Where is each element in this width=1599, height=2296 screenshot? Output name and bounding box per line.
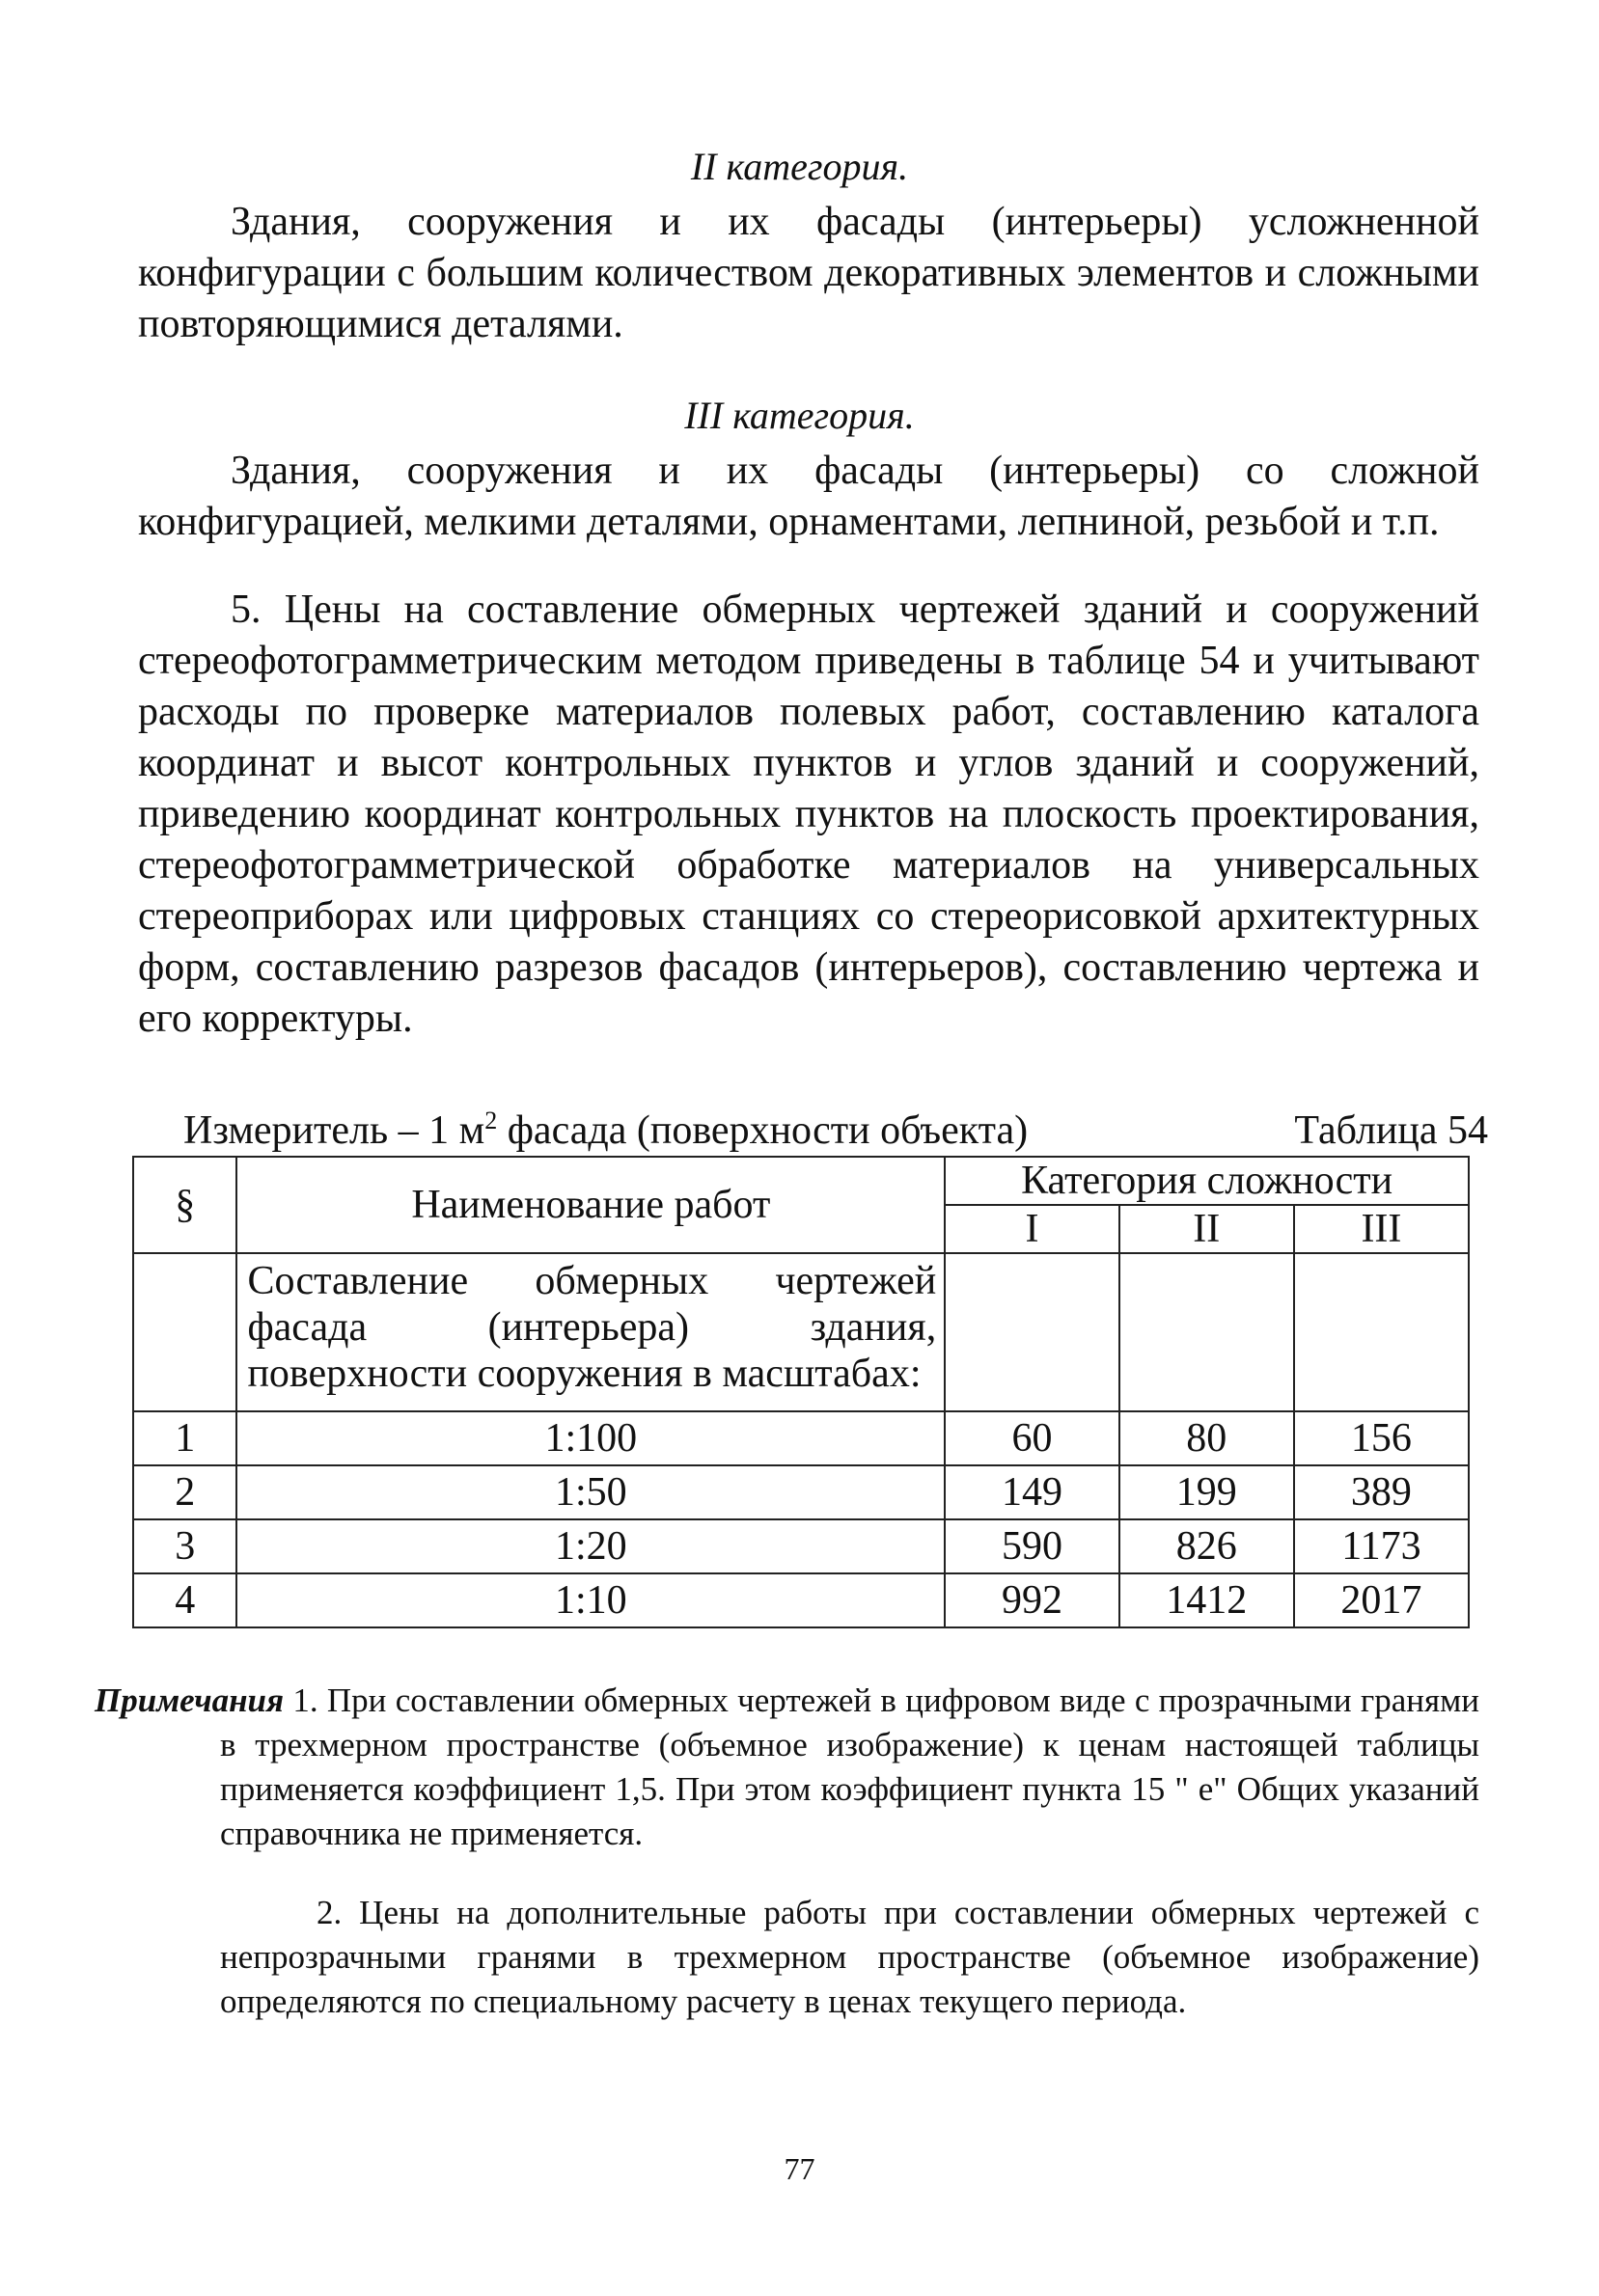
category-3-heading: III категория. <box>684 394 915 437</box>
table-header-row <box>133 1157 1469 1205</box>
notes-label: Примечания <box>95 1681 285 1719</box>
row-value-cat3: 389 <box>1294 1465 1469 1519</box>
row-scale: 1:100 <box>236 1411 945 1465</box>
row-value-cat2: 199 <box>1119 1465 1294 1519</box>
note-2: 2. Цены на дополнительные работы при составлении обмерных чертежей с непрозрачными гранями в трехмерном пространстве (объемное изображение) определяются по специальному расчету в ценах текущего периода. <box>220 1894 1479 2020</box>
header-name: Наименование работ <box>236 1157 945 1253</box>
row-scale: 1:20 <box>236 1519 945 1573</box>
row-num: 2 <box>133 1465 236 1519</box>
row-value-cat2: 80 <box>1119 1411 1294 1465</box>
table-unit: Измеритель – 1 $м^2$ фасада (поверхности объекта) <box>183 1107 1029 1153</box>
category-2-heading: II категория. <box>690 145 909 188</box>
table-number: Таблица 54 <box>1294 1108 1488 1153</box>
description-cell <box>945 1253 1119 1411</box>
row-num: 3 <box>133 1519 236 1573</box>
row-value-cat2: 826 <box>1119 1519 1294 1573</box>
row-value-cat2: 1412 <box>1119 1573 1294 1627</box>
row-value-cat1: 992 <box>945 1573 1119 1627</box>
header-category-3: III <box>1294 1205 1469 1253</box>
paragraph-5: 5. Цены на составление обмерных чертежей зданий и сооружений стереофотограмметрическим методом приведены в таблице 54 и учитывают расходы по проверке материалов полевых работ, составлению каталога координат и высот контрольных пунктов и углов зданий и сооружений, приведению координат контрольных пунктов на плоскость проектирования, стереофотограмметрической обработке материалов на универсальных стереоприборах или цифровых станциях со стереорисовкой архитектурных форм, составлению разрезов фасадов (интерьеров), составлению чертежа и его корректуры. <box>138 588 1479 1041</box>
table-row <box>133 1465 1469 1519</box>
description-num-cell <box>133 1253 236 1411</box>
header-category-1: I <box>945 1205 1119 1253</box>
row-value-cat1: 149 <box>945 1465 1119 1519</box>
row-value-cat3: 2017 <box>1294 1573 1469 1627</box>
category-2-text: Здания, сооружения и их фасады (интерьеры) усложненной конфигурации с большим количеством декоративных элементов и сложными повторяющимися деталями. <box>138 200 1479 346</box>
page-number: 77 <box>784 2151 815 2186</box>
row-num: 4 <box>133 1573 236 1627</box>
note-1-text: При составлении обмерных чертежей в цифровом виде с прозрачными гранями в трехмерном пространстве (объемное изображение) к ценам настоящей таблицы применяется коэффициент 1,5. При этом коэффициент пункта 15 " е" Общих указаний справочника не применяется. <box>220 1681 1479 1852</box>
note-1 <box>95 1679 1479 1856</box>
row-value-cat1: 60 <box>945 1411 1119 1465</box>
category-3-text: Здания, сооружения и их фасады (интерьеры) со сложной конфигурацией, мелкими деталями, орнаментами, лепниной, резьбой и т.п. <box>138 449 1479 544</box>
description-text: Составление обмерных чертежей фасада (интерьера) здания, поверхности сооружения в масштабах: <box>236 1253 945 1411</box>
row-num: 1 <box>133 1411 236 1465</box>
table-description-row <box>133 1253 1469 1411</box>
header-category-group: Категория сложности <box>945 1157 1469 1205</box>
price-table <box>132 1156 1470 1628</box>
row-value-cat3: 156 <box>1294 1411 1469 1465</box>
note-1-number: 1. <box>292 1681 318 1719</box>
row-value-cat1: 590 <box>945 1519 1119 1573</box>
description-cell <box>1119 1253 1294 1411</box>
header-section: § <box>133 1157 236 1253</box>
table-row <box>133 1573 1469 1627</box>
row-value-cat3: 1173 <box>1294 1519 1469 1573</box>
description-cell <box>1294 1253 1469 1411</box>
table-row <box>133 1411 1469 1465</box>
row-scale: 1:10 <box>236 1573 945 1627</box>
header-category-2: II <box>1119 1205 1294 1253</box>
row-scale: 1:50 <box>236 1465 945 1519</box>
table-row <box>133 1519 1469 1573</box>
